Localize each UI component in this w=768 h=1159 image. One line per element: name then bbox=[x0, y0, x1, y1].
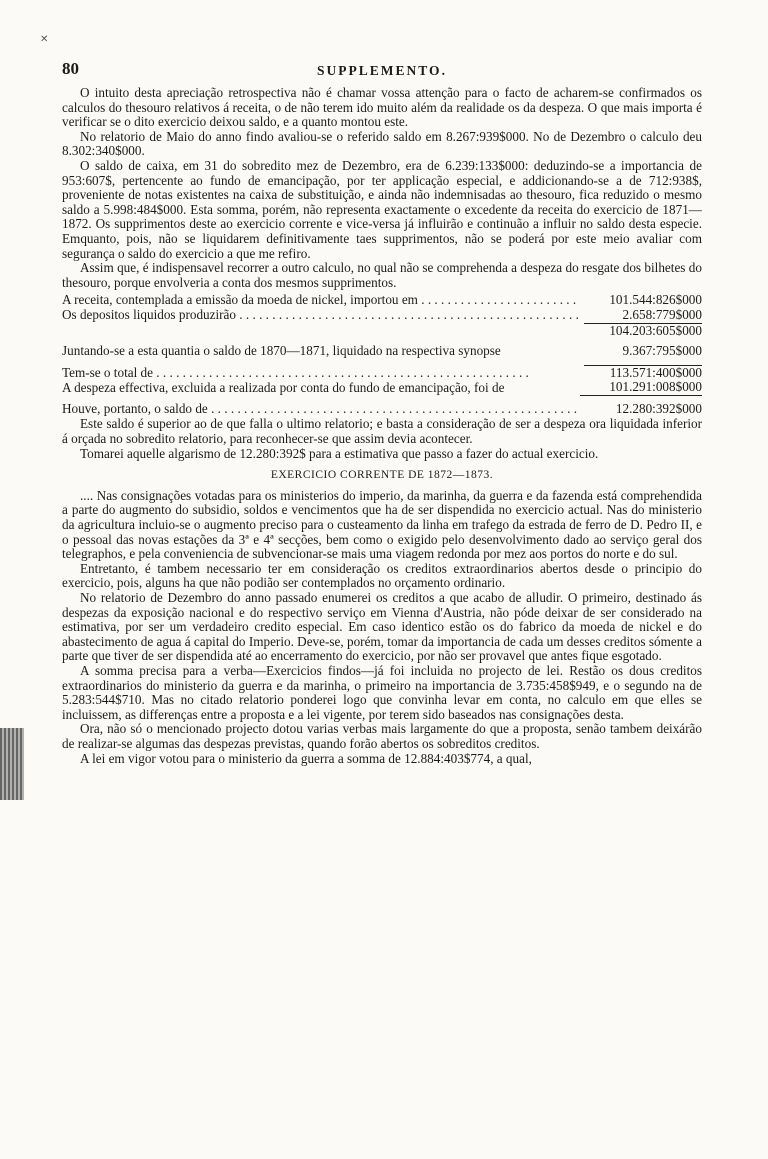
page-header bbox=[62, 59, 702, 86]
ledger-row bbox=[62, 293, 702, 308]
paragraph: O intuito desta apreciação retrospectiva não é chamar vossa attenção para o facto de acharem-se confirmados os calculos do thesouro relativos á receita, o de não terem ido muito além da realidade os da despeza. O que mais importa é verificar se o dito exercicio deixou saldo, e a quanto montou este. bbox=[62, 85, 702, 130]
ledger-label: Juntando-se a esta quantia o saldo de 1870—1871, liquidado na respectiva synopse bbox=[62, 344, 501, 359]
ledger-label: Houve, portanto, o saldo de . . . bbox=[62, 402, 580, 417]
paragraph: O saldo de caixa, em 31 do sobredito mez de Dezembro, era de 6.239:133$000: deduzindo-se a importancia de 953:607$, pertencente ao fundo de emancipação, por ter applicação especial, e addicionando-se a de 712:938$, proveniente de notas existentes na caixa de substituição, e ainda não indemnisadas ao thesouro, fica reduzido o mesmo saldo a 5.998:484$000. Esta somma, porém, não representa exactamente o excedente da receita do exercicio de 1871—1872. Os supprimentos deste ao exercicio corrente e vice-versa já influirão e continuão a influir no saldo desta especie. Emquanto, pois, não se liquidarem definitivamente taes supprimentos, não se poderá por este meio avaliar com segurança o saldo do exercicio a que me refiro. bbox=[62, 157, 702, 261]
ledger-label: A despeza effectiva, excluida a realizada por conta do fundo de emancipação, foi de bbox=[62, 381, 505, 396]
running-title: SUPPLEMENTO. bbox=[317, 63, 447, 78]
ledger-subtotal-row bbox=[62, 323, 702, 339]
ledger-row bbox=[62, 344, 702, 359]
paragraph: .... Nas consignações votadas para os ministerios do imperio, da marinha, da guerra e da fazenda está comprehendida a parte do augmento do subsidio, soldos e vencimentos que ha de ser dispendida no exercicio actual. Nas do ministerio da agricultura incluio-se o augmento preciso para o custeamento da linha em trafego da estrada de ferro de D. Pedro II, e o pessoal das novas estações da 3ª e 4ª secções, bem como o exigido pelo desenvolvimento dado ao serviço geral dos telegraphos, e pela conveniencia de subvencionar-se mais uma viagem redonda por mez aos portos do norte e do sul. bbox=[62, 487, 702, 562]
paragraph: Este saldo é superior ao de que falla o ultimo relatorio; e basta a consideração de ser a despeza ora liquidada inferior á orçada no sobredito relatorio, para reconhecer-se que assim devia acontecer. bbox=[62, 416, 702, 447]
paragraph: A lei em vigor votou para o ministerio da guerra a somma de 12.884:403$774, a qual, bbox=[80, 750, 532, 766]
scan-artifact bbox=[0, 728, 24, 800]
margin-mark: ✕ bbox=[40, 34, 49, 45]
ledger-amount: 101.544:826$000 bbox=[609, 292, 702, 308]
ledger-subtotal: 104.203:605$000 bbox=[584, 323, 702, 339]
paragraph: Assim que, é indispensavel recorrer a outro calculo, no qual não se comprehenda a despeza do resgate dos bilhetes do thesouro, porque envolveria a conta dos mesmos supprimentos. bbox=[62, 260, 702, 290]
ledger-row bbox=[62, 402, 702, 417]
ledger-label: A receita, contemplada a emissão da moeda de nickel, importou em . . . bbox=[62, 293, 580, 308]
ledger-amount: 113.571:400$000 bbox=[609, 364, 702, 380]
paragraph: Ora, não só o mencionado projecto dotou varias verbas mais largamente do que a proposta, senão tambem deixárão de realizar-se algumas das despezas previstas, quando forão abertos os sobreditos creditos. bbox=[62, 721, 702, 751]
ledger-table bbox=[62, 293, 702, 416]
ledger-amount: 9.367:795$000 bbox=[622, 343, 702, 359]
paragraph: A somma precisa para a verba—Exercicios findos—já foi incluida no projecto de lei. Restão os dous creditos extraordinarios do ministerio da guerra e da marinha, o primeiro na importancia de 3.735:458$949, e o segundo na de 5.283:544$710. Mas no citado relatorio ponderei logo que convinha levar em conta, no calculo em que elles se incluissem, as differenças entre a proposta e a lei vigente, por terem sido baseados nas consignações desta. bbox=[62, 662, 702, 722]
ledger-label: Tem-se o total de . . . bbox=[62, 366, 580, 381]
ledger-label: Os depositos liquidos produzirão . . . bbox=[62, 308, 580, 323]
paragraph: No relatorio de Dezembro do anno passado enumerei os creditos a que acabo de alludir. O primeiro, destinado ás despezas da exposição nacional e do respectivo serviço em Vienna d'Austria, não póde deixar de ser considerado na estimativa, por ser um verdadeiro credito especial. Em caso identico estão os do fabrico da moeda de nickel e do abastecimento de agua á capital do Imperio. Deve-se, porém, tomar da importancia de cada um desses creditos sómente a parte que tiver de ser dispendida até ao encerramento do exercicio, por não ser provavel que antes fique esgotado. bbox=[62, 590, 702, 664]
ledger-row bbox=[62, 366, 702, 381]
paragraph: No relatorio de Maio do anno findo avaliou-se o referido saldo em 8.267:939$000. No de Dezembro o calculo deu 8.302:340$000. bbox=[62, 128, 702, 159]
page-number: 80 bbox=[62, 59, 79, 78]
paragraph: Entretanto, é tambem necessario ter em consideração os creditos extraordinarios abertos desde o principio do exercicio, pois, alguns ha que não podião ser contemplados no orçamento ordinario. bbox=[62, 560, 702, 591]
ledger-amount: 12.280:392$000 bbox=[615, 400, 702, 416]
section-title: EXERCICIO CORRENTE DE 1872—1873. bbox=[270, 469, 494, 482]
ledger-row bbox=[62, 308, 702, 323]
ledger-amount: 2.658:779$000 bbox=[622, 306, 702, 322]
document-page bbox=[62, 59, 702, 766]
ledger-row bbox=[62, 380, 702, 396]
ledger-amount: 101.291:008$000 bbox=[580, 380, 702, 396]
paragraph: Tomarei aquelle algarismo de 12.280:392$ para a estimativa que passo a fazer do actual exercicio. bbox=[80, 445, 599, 461]
